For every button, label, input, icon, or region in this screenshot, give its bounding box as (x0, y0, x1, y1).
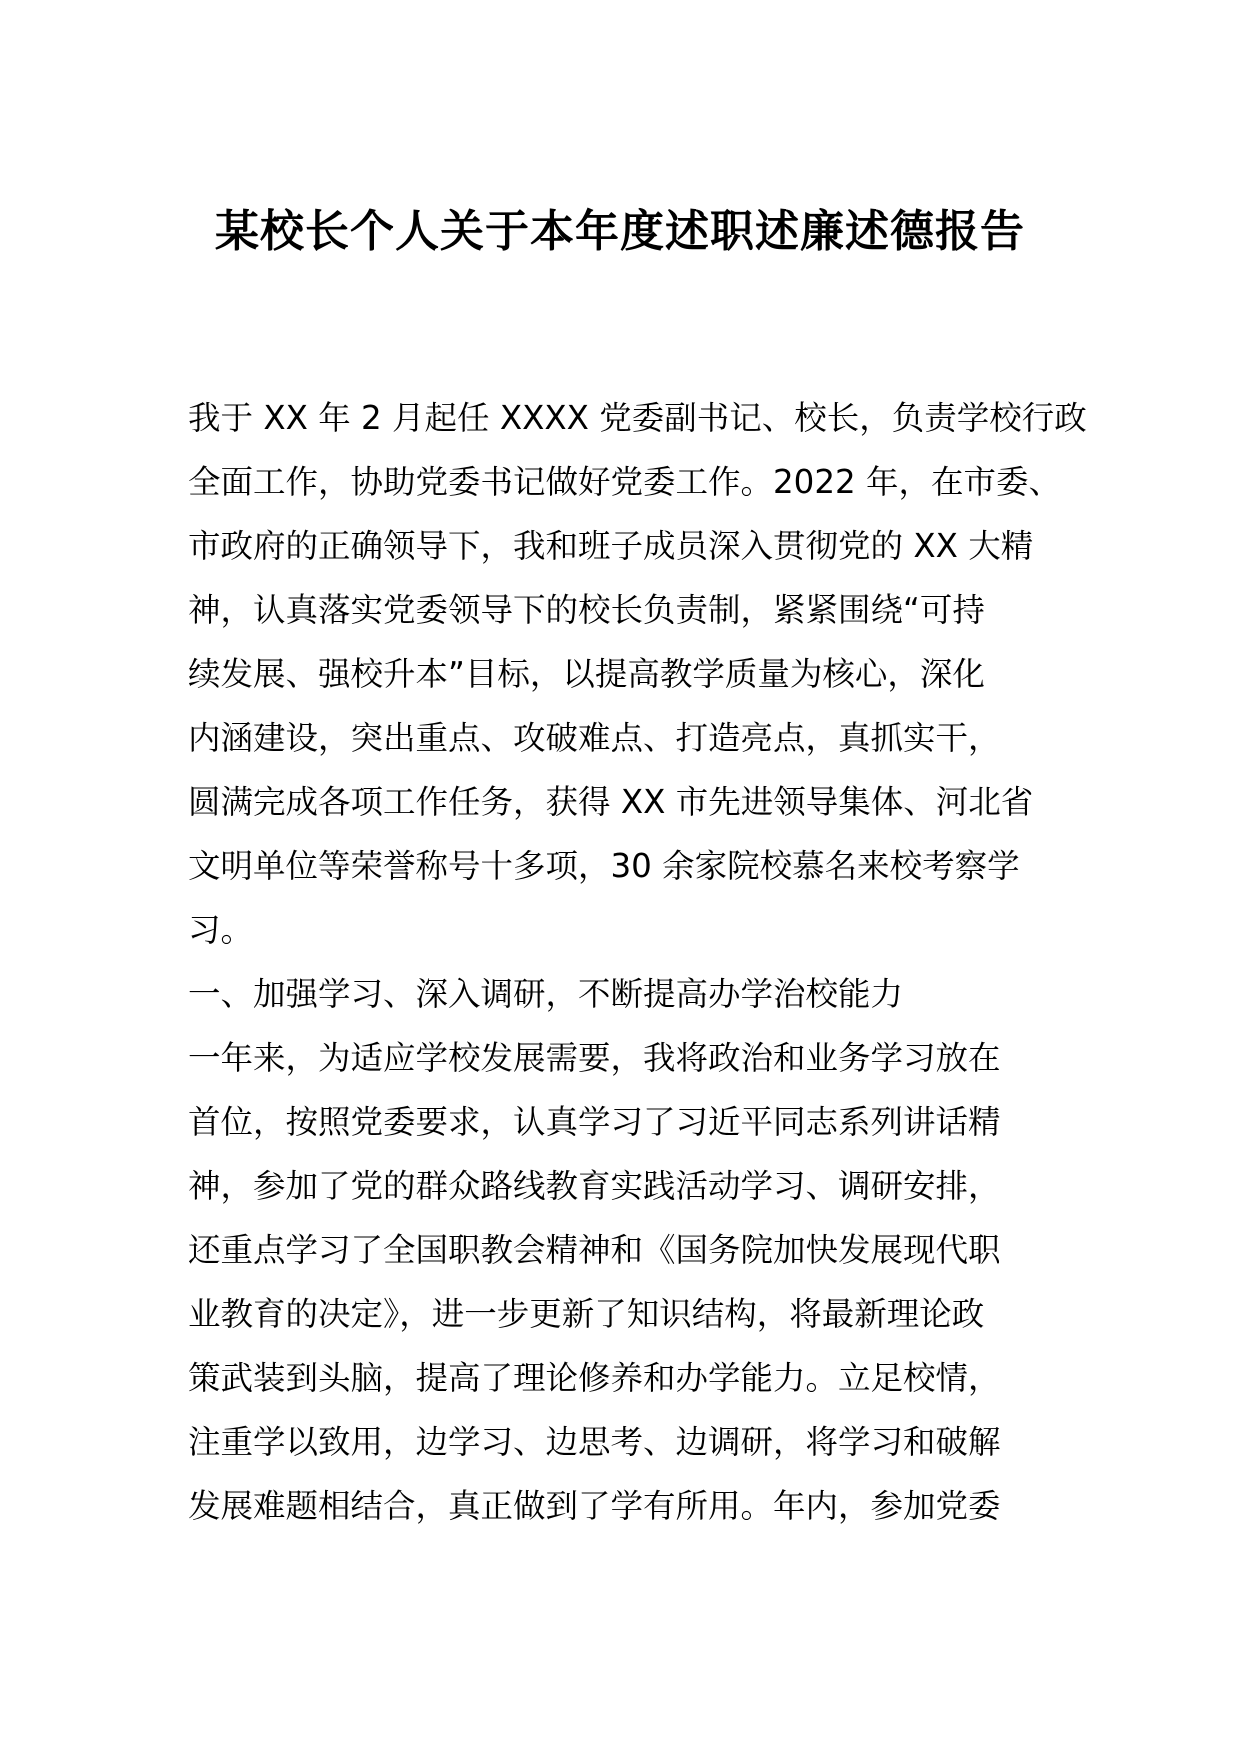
document-body (188, 386, 1087, 1538)
body-line: 还重点学习了全国职教会精神和《国务院加快发展现代职 (188, 1231, 1001, 1269)
body-line: 发展难题相结合，真正做到了学有所用。年内，参加党委 (188, 1487, 1001, 1525)
body-line: 我于 XX 年 2 月起任 XXXX 党委副书记、校长，负责学校行政 (188, 399, 1087, 437)
body-line: 圆满完成各项工作任务，获得 XX 市先进领导集体、河北省 (188, 783, 1034, 821)
body-line: 业教育的决定》，进一步更新了知识结构，将最新理论政 (188, 1295, 985, 1333)
body-line: 神，认真落实党委领导下的校长负责制，紧紧围绕“可持 (188, 591, 985, 629)
body-line: 习。 (188, 911, 254, 949)
body-line: 全面工作，协助党委书记做好党委工作。2022 年，在市委、 (188, 463, 1062, 501)
body-line: 策武装到头脑，提高了理论修养和办学能力。立足校情， (188, 1359, 1001, 1397)
body-line: 市政府的正确领导下，我和班子成员深入贯彻党的 XX 大精 (188, 527, 1034, 565)
document-title: 某校长个人关于本年度述职述廉述德报告 (215, 206, 1025, 257)
body-line: 内涵建设，突出重点、攻破难点、打造亮点，真抓实干， (188, 719, 1001, 757)
body-line: 文明单位等荣誉称号十多项，30 余家院校慕名来校考察学 (188, 847, 1020, 885)
body-line: 首位，按照党委要求，认真学习了习近平同志系列讲话精 (188, 1103, 1001, 1141)
body-line: 续发展、强校升本”目标，以提高教学质量为核心，深化 (188, 655, 985, 693)
body-line: 注重学以致用，边学习、边思考、边调研，将学习和破解 (188, 1423, 1001, 1461)
section-heading: 一、加强学习、深入调研，不断提高办学治校能力 (188, 975, 904, 1013)
body-line: 一年来，为适应学校发展需要，我将政治和业务学习放在 (188, 1039, 1001, 1077)
body-line: 神，参加了党的群众路线教育实践活动学习、调研安排， (188, 1167, 1001, 1205)
